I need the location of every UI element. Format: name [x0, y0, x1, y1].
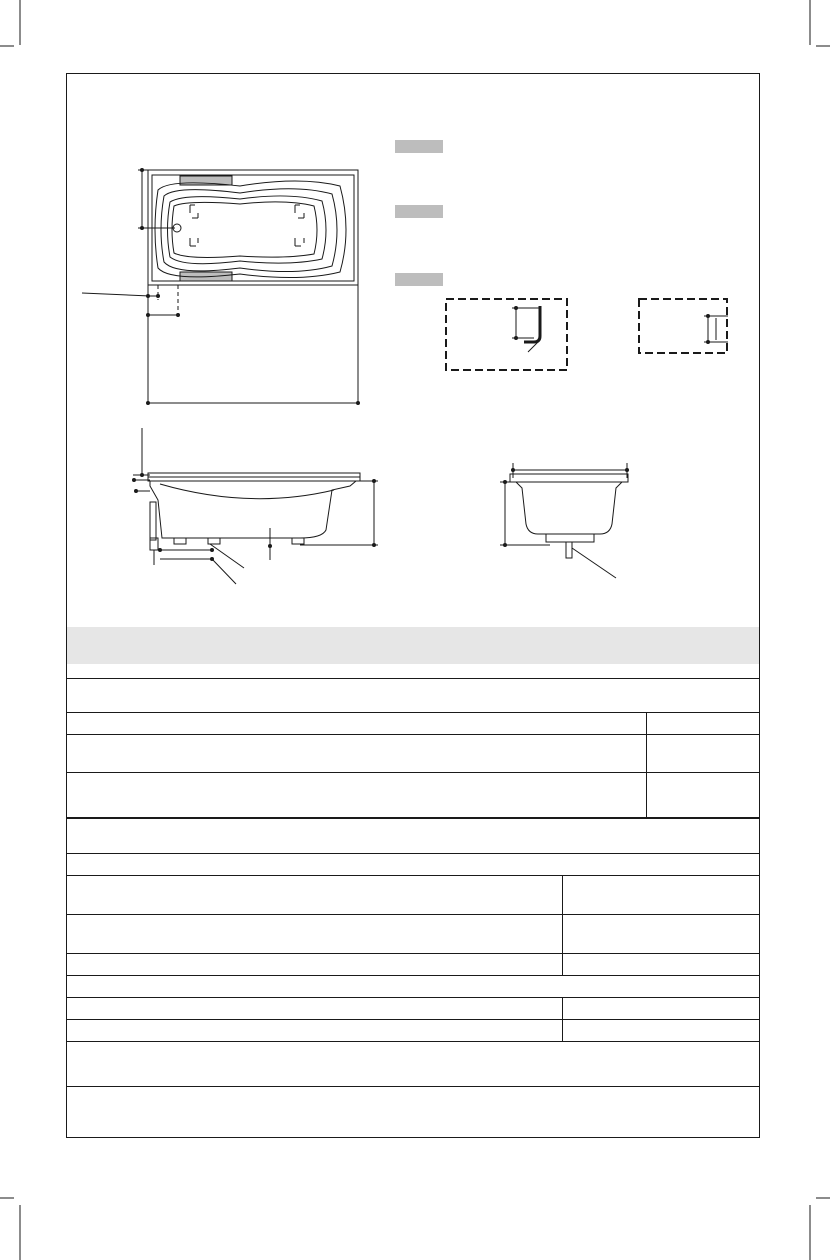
table-rule	[67, 1041, 759, 1042]
table-rule	[67, 734, 759, 735]
table-rule	[67, 853, 759, 854]
table-column-divider	[562, 997, 563, 1041]
table-rule	[67, 1019, 759, 1020]
table-rule	[67, 997, 759, 998]
spec-sheet-frame	[66, 73, 760, 1138]
table-column-divider	[562, 875, 563, 975]
spec-header-band	[67, 627, 759, 664]
table-rule	[67, 953, 759, 954]
table-rule	[67, 712, 759, 713]
table-rule	[67, 678, 759, 679]
table-rule	[67, 975, 759, 976]
table-rule	[67, 914, 759, 915]
table-column-divider	[646, 712, 647, 817]
table-rule	[67, 817, 759, 819]
table-rule	[67, 875, 759, 876]
table-rule	[67, 772, 759, 773]
table-rule	[67, 1086, 759, 1087]
